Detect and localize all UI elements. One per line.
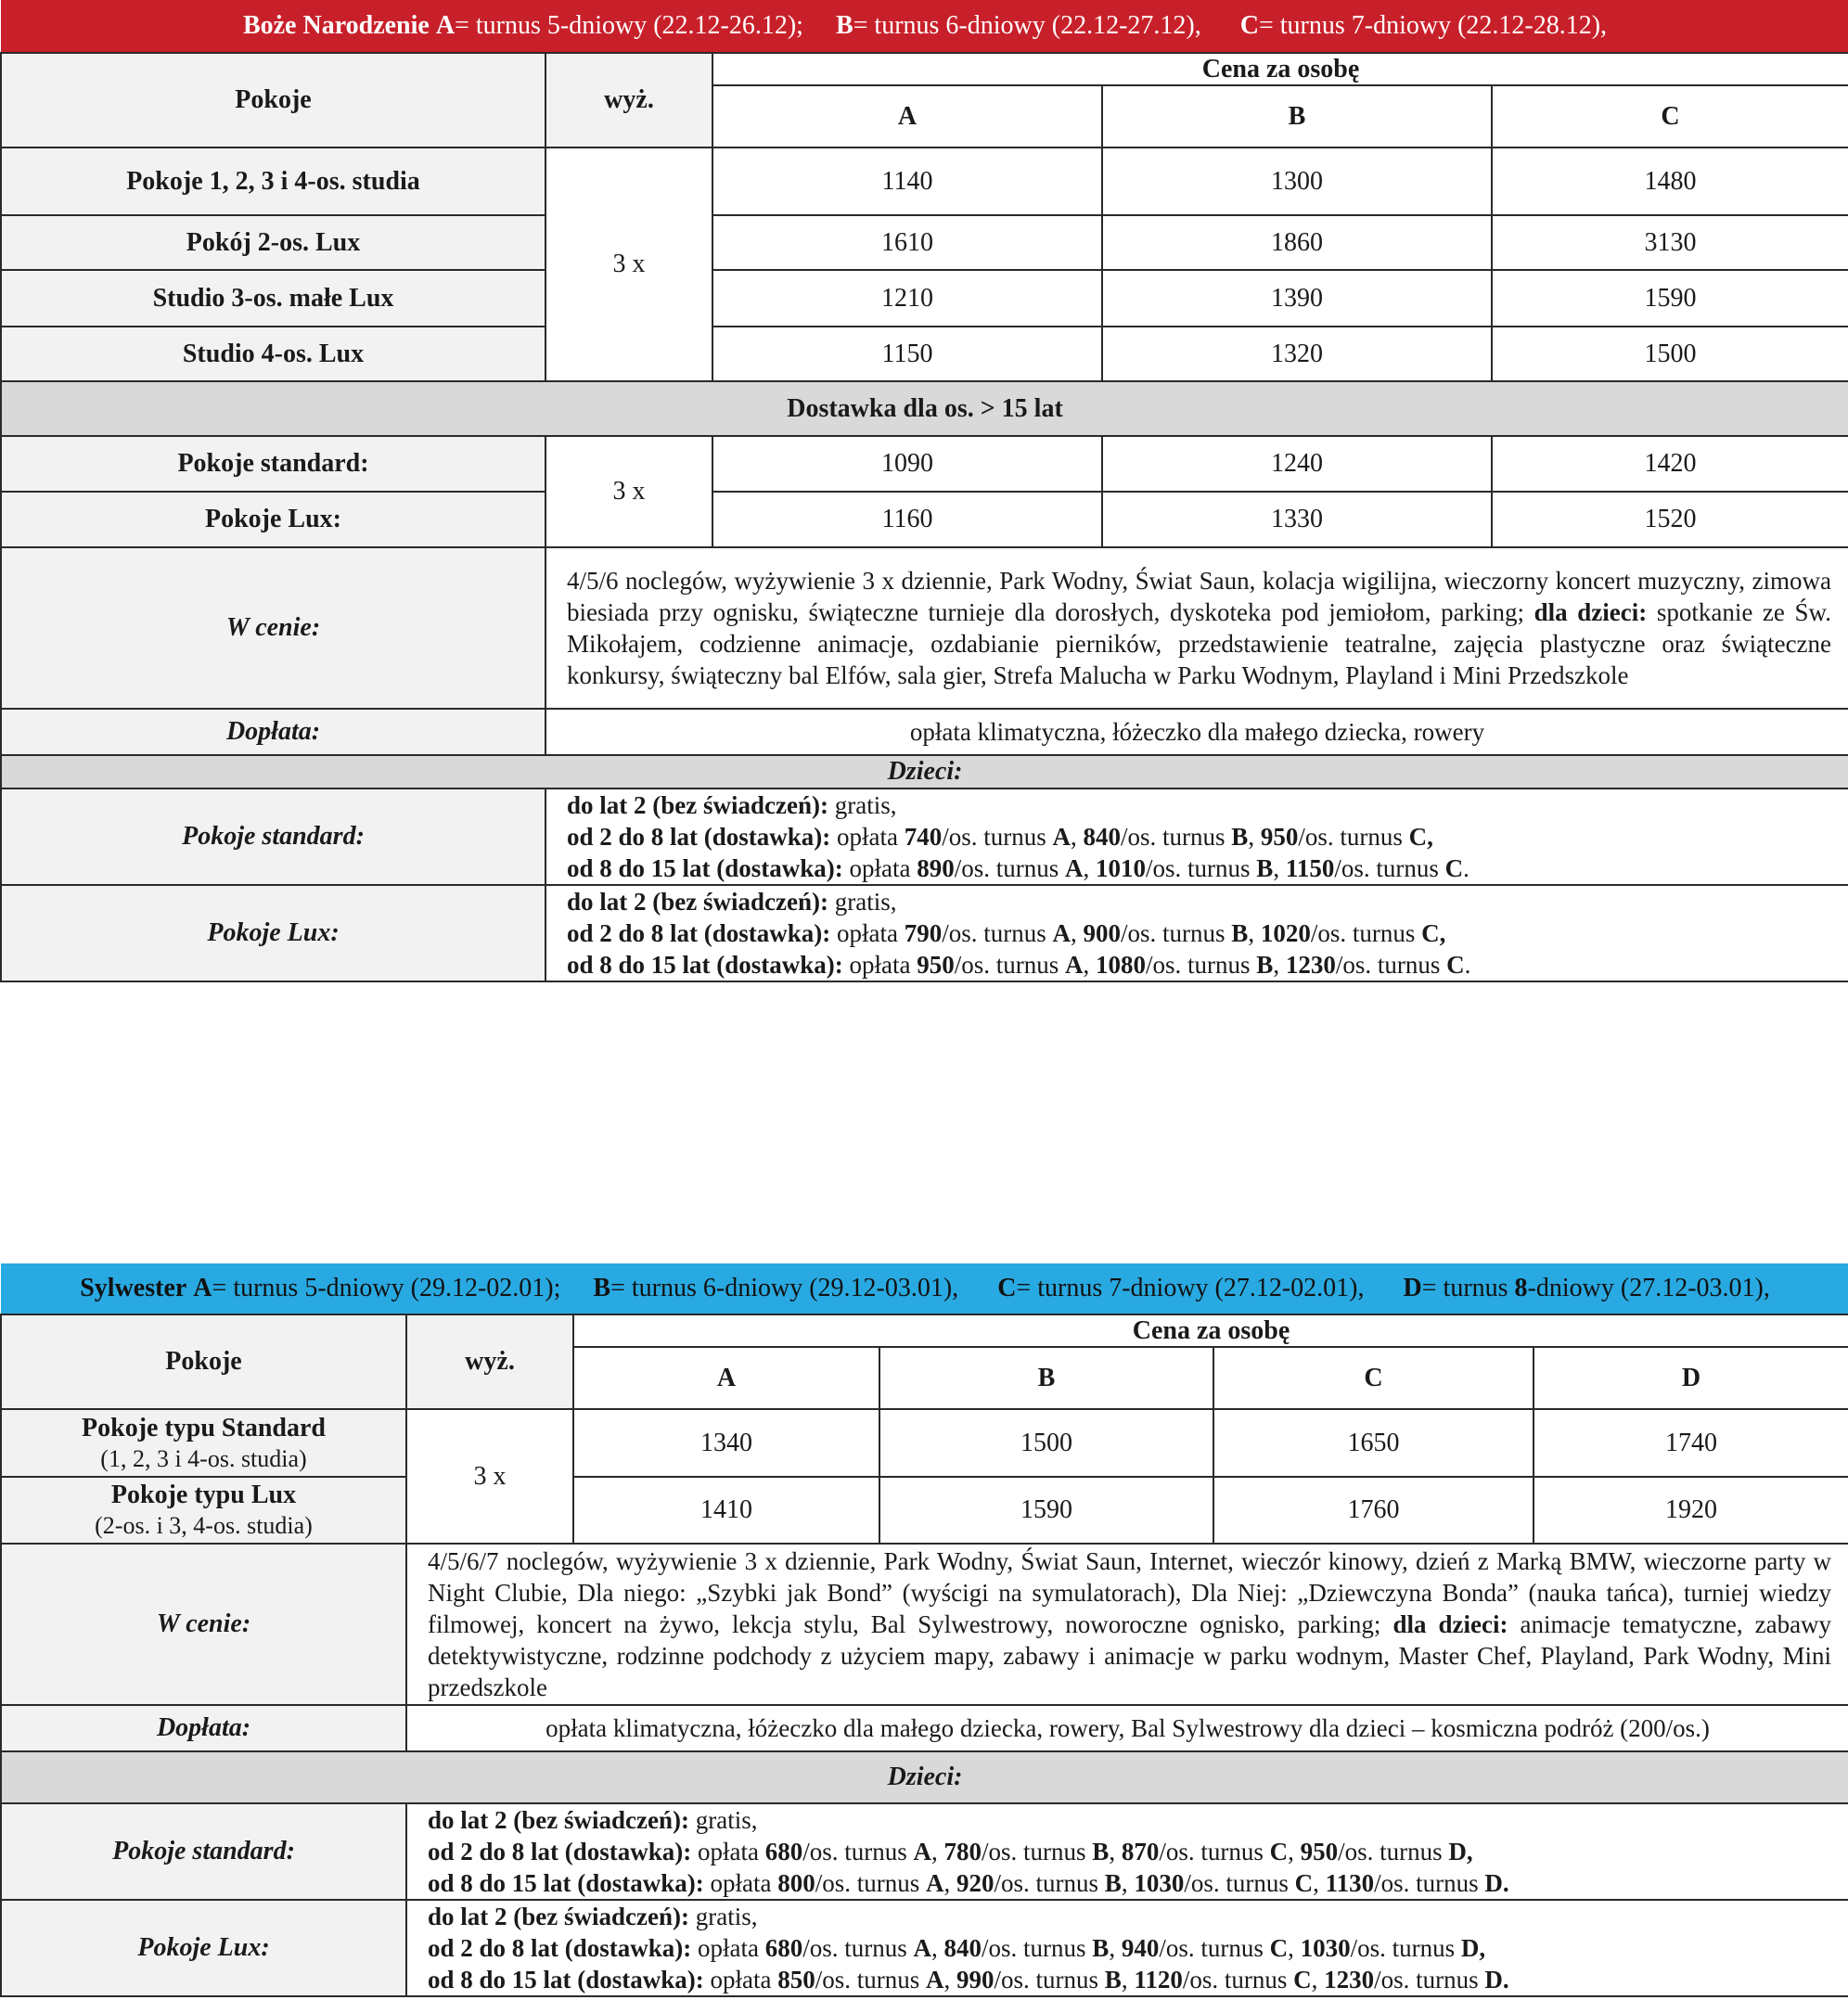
nye-price-table — [0, 1263, 1848, 1997]
christmas-header — [1, 0, 1848, 53]
kids-turnus-key: D. — [1484, 1966, 1509, 1994]
kids-price-value: 800 — [777, 1869, 815, 1897]
kids-price-text: gratis, — [828, 888, 897, 916]
kids-sep: , — [1121, 1966, 1135, 1994]
price-cell: 1420 — [1492, 436, 1848, 492]
room-label: Pokój 2-os. Lux — [1, 215, 545, 270]
table-row — [1, 1803, 1848, 1900]
price-cell: 1500 — [1492, 327, 1848, 381]
table-row — [1, 215, 1848, 270]
kids-turnus-key: B — [1092, 1838, 1110, 1865]
turnus-d-key: D — [1403, 1274, 1422, 1302]
nye-header — [1, 1263, 1848, 1314]
kids-price-value: 1080 — [1096, 951, 1147, 979]
price-cell: 1150 — [712, 327, 1102, 381]
kids-prices — [545, 788, 1848, 885]
kids-price-text: /os. turnus — [954, 854, 1066, 882]
kids-sep: , — [1109, 1838, 1122, 1865]
kids-sep: , — [943, 1966, 957, 1994]
turnus-b-text: = turnus 6-dniowy (29.12-03.01), — [610, 1274, 959, 1302]
kids-sep: , — [931, 1838, 944, 1865]
turnus-a-text: = turnus 5-dniowy (29.12-02.01); — [212, 1274, 561, 1302]
kids-price-value: 940 — [1121, 1934, 1160, 1962]
kids-price-value: 920 — [956, 1869, 995, 1897]
kids-turnus-key: D. — [1484, 1869, 1509, 1897]
kids-price-text: opłata — [830, 919, 905, 947]
kids-price-value: 870 — [1121, 1838, 1160, 1865]
kids-age-label: od 2 do 8 lat (dostawka): — [428, 1934, 692, 1962]
kids-price-value: 900 — [1083, 919, 1122, 947]
kids-age-label: od 2 do 8 lat (dostawka): — [567, 919, 831, 947]
christmas-title: Boże Narodzenie — [242, 11, 430, 40]
price-cell: 1590 — [879, 1477, 1213, 1544]
kids-sep: , — [1311, 1966, 1325, 1994]
kids-price-value: 680 — [764, 1838, 803, 1865]
kids-sep: , — [1288, 1934, 1301, 1962]
kids-price-value: 1130 — [1325, 1869, 1375, 1897]
included-text — [545, 547, 1848, 709]
kids-turnus-key: A — [1065, 951, 1084, 979]
col-price-header: Cena za osobę — [712, 53, 1848, 85]
extra-bed-label: Pokoje Lux: — [1, 492, 545, 547]
kids-sep: , — [1071, 823, 1084, 851]
price-cell: 1340 — [573, 1409, 879, 1477]
kids-sep: , — [1121, 1869, 1135, 1897]
kids-sep: , — [931, 1934, 944, 1962]
kids-price-text: opłata — [842, 951, 918, 979]
included-kids: spotkanie ze Św. Mikołajem, codzienne animacje, ozdabianie pierników, przedstawienie teatralne, zajęcia plastyczne oraz świąteczne konkursy, świąteczny bal Elfów, sala gier, Strefa Malucha w Parku Wodnym, Playland i Mini Przedszkole — [567, 598, 1832, 689]
kids-turnus-key: C — [1446, 951, 1465, 979]
kids-price-text: /os. turnus — [1334, 854, 1445, 882]
included-text — [406, 1544, 1848, 1705]
room-label — [1, 1409, 406, 1477]
price-cell: 1590 — [1492, 270, 1848, 327]
table-row — [1, 327, 1848, 381]
price-cell: 1740 — [1534, 1409, 1848, 1477]
price-cell: 1210 — [712, 270, 1102, 327]
kids-turnus-key: A — [926, 1966, 944, 1994]
turnus-b-key: B — [835, 11, 853, 40]
kids-price-value: 1020 — [1260, 919, 1311, 947]
kids-sep: , — [1083, 854, 1097, 882]
kids-title: Dzieci: — [1, 755, 1848, 788]
kids-price-value: 780 — [943, 1838, 982, 1865]
turnus-d-text: = turnus — [1421, 1274, 1515, 1302]
price-cell: 1860 — [1102, 215, 1492, 270]
kids-price-text: /os. turnus — [815, 1869, 927, 1897]
included-kids-label: dla dzieci: — [1534, 598, 1648, 626]
kids-price-value: 990 — [956, 1966, 995, 1994]
meals-value: 3 x — [545, 147, 712, 381]
kids-price-value: 1030 — [1300, 1934, 1351, 1962]
price-cell: 1610 — [712, 215, 1102, 270]
kids-price-value: 740 — [904, 823, 943, 851]
kids-price-value: 950 — [1300, 1838, 1339, 1865]
kids-turnus-key: C — [1269, 1838, 1289, 1865]
kids-price-value: 850 — [777, 1966, 815, 1994]
kids-turnus-key: A — [1052, 823, 1072, 851]
room-label: Pokoje 1, 2, 3 i 4-os. studia — [1, 147, 545, 215]
col-rooms-header: Pokoje — [1, 1314, 406, 1409]
kids-price-value: 840 — [1083, 823, 1122, 851]
surcharge-text: opłata klimatyczna, łóżeczko dla małego dziecka, rowery — [545, 709, 1848, 755]
kids-price-text: gratis, — [828, 791, 897, 819]
nye-title: Sylwester — [80, 1274, 187, 1302]
table-row — [1, 436, 1848, 492]
col-meals-header: wyż. — [406, 1314, 573, 1409]
included-label: W cenie: — [1, 1544, 406, 1705]
turnus-a-text: = turnus 5-dniowy (22.12-26.12); — [455, 11, 803, 40]
included-adults: 4/5/6 noclegów, wyżywienie 3 x dziennie, Park Wodny, Świat Saun, kolacja wigilijna, wieczorny koncert muzyczny, zimowa biesiada przy ognisku, świąteczne turnieje dla dorosłych, dyskoteka pod jemiołom, parking; — [567, 567, 1832, 626]
room-label: Studio 3-os. małe Lux — [1, 270, 545, 327]
kids-turnus-key: B — [1092, 1934, 1110, 1962]
price-cell: 1650 — [1213, 1409, 1534, 1477]
turnus-b-text: = turnus 6-dniowy (22.12-27.12), — [853, 11, 1201, 40]
surcharge-label: Dopłata: — [1, 709, 545, 755]
col-d-header: D — [1534, 1347, 1848, 1409]
kids-age-label: od 2 do 8 lat (dostawka): — [567, 823, 831, 851]
kids-price-value: 950 — [1260, 823, 1299, 851]
kids-turnus-key: A — [913, 1838, 932, 1865]
turnus-c-key: C — [997, 1274, 1017, 1302]
kids-turnus-key: D, — [1448, 1838, 1473, 1865]
room-type: Pokoje typu Standard — [82, 1413, 326, 1442]
price-cell: 1410 — [573, 1477, 879, 1544]
kids-sep: , — [1273, 951, 1286, 979]
kids-price-text: /os. turnus — [1350, 1934, 1461, 1962]
kids-price-text: /os. turnus — [1159, 1934, 1270, 1962]
kids-price-value: 790 — [904, 919, 943, 947]
turnus-b-key: B — [593, 1274, 611, 1302]
kids-price-text: /os. turnus — [1338, 1838, 1449, 1865]
price-cell: 1090 — [712, 436, 1102, 492]
room-label — [1, 1477, 406, 1544]
price-cell: 1300 — [1102, 147, 1492, 215]
kids-room-label: Pokoje Lux: — [1, 885, 545, 981]
col-price-header: Cena za osobę — [573, 1314, 1848, 1347]
kids-turnus-key: B — [1104, 1966, 1122, 1994]
kids-price-text: /os. turnus — [802, 1934, 914, 1962]
col-c-header: C — [1213, 1347, 1534, 1409]
kids-price-text: /os. turnus — [994, 1966, 1105, 1994]
kids-price-text: /os. turnus — [1298, 823, 1409, 851]
surcharge-text: opłata klimatyczna, łóżeczko dla małego dziecka, rowery, Bal Sylwestrowy dla dzieci – kosmiczna podróż (200/os.) — [406, 1705, 1848, 1751]
room-label: Studio 4-os. Lux — [1, 327, 545, 381]
kids-turnus-key: B — [1231, 919, 1249, 947]
kids-price-value: 1150 — [1285, 854, 1335, 882]
turnus-c-key: C — [1239, 11, 1259, 40]
price-cell: 1330 — [1102, 492, 1492, 547]
turnus-d-days: 8 — [1514, 1274, 1528, 1302]
kids-price-text: /os. turnus — [982, 1934, 1093, 1962]
kids-age-label: do lat 2 (bez świadczeń): — [567, 791, 828, 819]
turnus-c-text: = turnus 7-dniowy (27.12-02.01), — [1016, 1274, 1365, 1302]
kids-price-text: /os. turnus — [1121, 823, 1232, 851]
kids-price-value: 1010 — [1096, 854, 1147, 882]
kids-price-text: /os. turnus — [1182, 1966, 1294, 1994]
kids-price-text: /os. turnus — [954, 951, 1066, 979]
kids-turnus-key: B — [1256, 854, 1274, 882]
kids-price-text: /os. turnus — [1335, 951, 1447, 979]
price-cell: 1500 — [879, 1409, 1213, 1477]
table-row — [1, 270, 1848, 327]
kids-price-text: opłata — [830, 823, 905, 851]
kids-price-text: opłata — [703, 1966, 778, 1994]
kids-room-label: Pokoje standard: — [1, 788, 545, 885]
kids-sep: , — [1288, 1838, 1301, 1865]
kids-age-label: od 8 do 15 lat (dostawka): — [567, 951, 843, 979]
kids-price-text: opłata — [842, 854, 918, 882]
col-meals-header: wyż. — [545, 53, 712, 147]
kids-price-text: /os. turnus — [1146, 854, 1257, 882]
kids-prices — [406, 1900, 1848, 1996]
kids-price-text: /os. turnus — [1374, 1869, 1485, 1897]
price-cell: 3130 — [1492, 215, 1848, 270]
kids-room-label: Pokoje Lux: — [1, 1900, 406, 1996]
meals-value: 3 x — [406, 1409, 573, 1544]
kids-price-text: gratis, — [688, 1903, 758, 1930]
kids-price-value: 1120 — [1134, 1966, 1183, 1994]
table-row — [1, 788, 1848, 885]
included-adults: 4/5/6/7 noclegów, wyżywienie 3 x dziennie, Park Wodny, Świat Saun, Internet, wieczór kinowy, dzień z Marką BMW, wieczorne party w Night Clubie, Dla niego: „Szybki jak Bond” (wyścigi na symulatorach), Dla Niej: „Dziewczyna Bonda” (nauka tańca), turniej wiedzy filmowej, koncert na żywo, lekcja stylu, Bal Sylwestrowy, noworoczne ognisko, parking; — [428, 1547, 1832, 1638]
kids-age-label: od 2 do 8 lat (dostawka): — [428, 1838, 692, 1865]
kids-price-text: opłata — [691, 1838, 765, 1865]
kids-age-label: do lat 2 (bez świadczeń): — [428, 1903, 689, 1930]
kids-sep: , — [1313, 1869, 1326, 1897]
price-cell: 1760 — [1213, 1477, 1534, 1544]
turnus-a-key: A — [435, 11, 456, 40]
kids-turnus-key: C — [1293, 1966, 1312, 1994]
kids-price-text: opłata — [703, 1869, 778, 1897]
kids-turnus-key: C — [1444, 854, 1464, 882]
col-b-header: B — [879, 1347, 1213, 1409]
kids-sep: . — [1464, 951, 1471, 979]
price-cell: 1320 — [1102, 327, 1492, 381]
kids-price-text: /os. turnus — [802, 1838, 914, 1865]
kids-sep: , — [1273, 854, 1286, 882]
room-type-sub: (1, 2, 3 i 4-os. studia) — [100, 1444, 307, 1472]
kids-price-text: /os. turnus — [1374, 1966, 1485, 1994]
included-kids-label: dla dzieci: — [1392, 1610, 1508, 1638]
price-cell: 1160 — [712, 492, 1102, 547]
extra-bed-title: Dostawka dla os. > 15 lat — [1, 381, 1848, 436]
table-row — [1, 147, 1848, 215]
kids-prices — [406, 1803, 1848, 1900]
kids-price-text: /os. turnus — [942, 823, 1053, 851]
kids-price-text: /os. turnus — [1310, 919, 1422, 947]
kids-turnus-key: A — [913, 1934, 932, 1962]
table-row — [1, 1477, 1848, 1544]
kids-turnus-key: A — [1065, 854, 1084, 882]
surcharge-label: Dopłata: — [1, 1705, 406, 1751]
kids-age-label: do lat 2 (bez świadczeń): — [428, 1806, 689, 1834]
kids-price-text: /os. turnus — [982, 1838, 1093, 1865]
price-cell: 1520 — [1492, 492, 1848, 547]
table-row — [1, 1409, 1848, 1477]
price-cell: 1390 — [1102, 270, 1492, 327]
kids-sep: , — [1248, 823, 1261, 851]
col-a-header: A — [712, 85, 1102, 147]
kids-age-label: od 8 do 15 lat (dostawka): — [567, 854, 843, 882]
kids-title: Dzieci: — [1, 1751, 1848, 1803]
kids-price-text: /os. turnus — [1159, 1838, 1270, 1865]
kids-price-value: 680 — [764, 1934, 803, 1962]
kids-sep: , — [1071, 919, 1084, 947]
kids-turnus-key: A — [1052, 919, 1072, 947]
turnus-a-key: A — [193, 1274, 212, 1302]
room-type-sub: (2-os. i 3, 4-os. studia) — [95, 1512, 313, 1539]
kids-sep: , — [1109, 1934, 1122, 1962]
kids-price-text: /os. turnus — [1184, 1869, 1295, 1897]
kids-turnus-key: D, — [1460, 1934, 1486, 1962]
price-cell: 1140 — [712, 147, 1102, 215]
kids-price-text: /os. turnus — [1121, 919, 1232, 947]
kids-price-text: /os. turnus — [815, 1966, 927, 1994]
kids-sep: . — [1463, 854, 1469, 882]
price-cell: 1480 — [1492, 147, 1848, 215]
table-row — [1, 885, 1848, 981]
extra-bed-label: Pokoje standard: — [1, 436, 545, 492]
included-label: W cenie: — [1, 547, 545, 709]
price-cell: 1240 — [1102, 436, 1492, 492]
kids-sep: , — [943, 1869, 957, 1897]
price-cell: 1920 — [1534, 1477, 1848, 1544]
kids-price-text: /os. turnus — [942, 919, 1053, 947]
kids-turnus-key: C — [1294, 1869, 1314, 1897]
table-row — [1, 1900, 1848, 1996]
turnus-d-text: -dniowy (27.12-03.01), — [1527, 1274, 1770, 1302]
table-row — [1, 492, 1848, 547]
kids-age-label: do lat 2 (bez świadczeń): — [567, 888, 828, 916]
col-rooms-header: Pokoje — [1, 53, 545, 147]
kids-turnus-key: C, — [1421, 919, 1446, 947]
kids-price-text: opłata — [691, 1934, 765, 1962]
kids-sep: , — [1248, 919, 1261, 947]
kids-room-label: Pokoje standard: — [1, 1803, 406, 1900]
kids-age-label: od 8 do 15 lat (dostawka): — [428, 1869, 704, 1897]
christmas-price-table — [0, 0, 1848, 982]
kids-turnus-key: C — [1269, 1934, 1289, 1962]
kids-prices — [545, 885, 1848, 981]
col-c-header: C — [1492, 85, 1848, 147]
kids-price-value: 890 — [917, 854, 955, 882]
kids-price-value: 950 — [917, 951, 955, 979]
kids-price-text: gratis, — [688, 1806, 758, 1834]
kids-turnus-key: B — [1231, 823, 1249, 851]
kids-turnus-key: C, — [1408, 823, 1433, 851]
kids-price-value: 840 — [943, 1934, 982, 1962]
kids-sep: , — [1083, 951, 1097, 979]
col-b-header: B — [1102, 85, 1492, 147]
kids-turnus-key: B — [1104, 1869, 1122, 1897]
included-kids: animacje tematyczne, zabawy detektywistyczne, rodzinne podchody z użyciem mapy, zabawy i animacje w parku wodnym, Master Chef, Playland, Park Wodny, Mini przedszkole — [428, 1610, 1832, 1701]
kids-price-value: 1230 — [1324, 1966, 1375, 1994]
col-a-header: A — [573, 1347, 879, 1409]
kids-price-text: /os. turnus — [1146, 951, 1257, 979]
kids-price-value: 1030 — [1134, 1869, 1185, 1897]
kids-turnus-key: B — [1256, 951, 1274, 979]
kids-age-label: od 8 do 15 lat (dostawka): — [428, 1966, 704, 1994]
room-type: Pokoje typu Lux — [110, 1481, 297, 1509]
kids-price-value: 1230 — [1285, 951, 1336, 979]
kids-turnus-key: A — [926, 1869, 944, 1897]
meals-value: 3 x — [545, 436, 712, 547]
turnus-c-text: = turnus 7-dniowy (22.12-28.12), — [1258, 11, 1608, 40]
kids-price-text: /os. turnus — [994, 1869, 1105, 1897]
